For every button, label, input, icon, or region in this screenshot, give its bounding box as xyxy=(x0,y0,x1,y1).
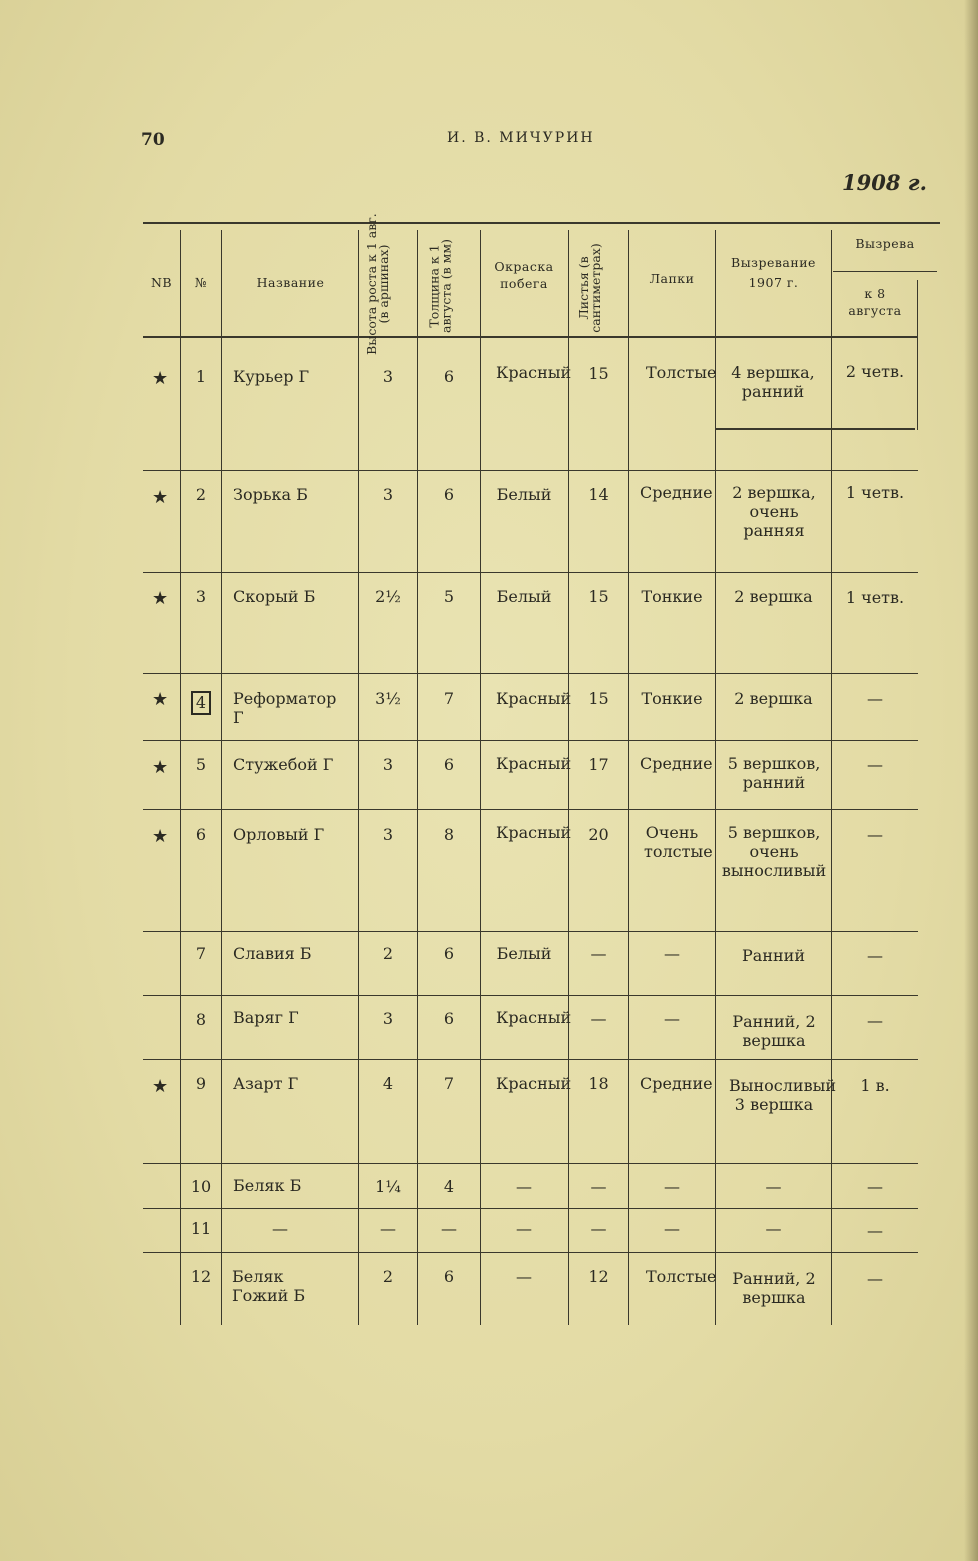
row-rule xyxy=(143,809,918,810)
cell-name: Скорый Б xyxy=(233,587,316,606)
row-rule xyxy=(715,428,915,430)
header-ripening-aug8: к 8 августа xyxy=(848,286,902,318)
cell-thickness: 7 xyxy=(443,1074,455,1093)
cell-height: 3 xyxy=(382,485,394,504)
cell-ripening-1907: 2 вершка, очень ранняя xyxy=(732,483,816,540)
cell-number: 2 xyxy=(195,485,207,504)
cell-number: 8 xyxy=(195,1010,207,1029)
cell-aug8: — xyxy=(867,1177,883,1196)
cell-name: Варяг Г xyxy=(233,1008,299,1027)
cell-color: — xyxy=(516,1219,532,1238)
cell-paws: Толстые xyxy=(646,363,717,382)
star-mark: ★ xyxy=(152,487,169,508)
cell-thickness: 6 xyxy=(443,944,455,963)
cell-thickness: 6 xyxy=(443,367,455,386)
cell-thickness: — xyxy=(441,1219,457,1238)
cell-color: Красный xyxy=(496,1008,572,1027)
header-paws: Лапки xyxy=(649,271,695,286)
cell-paws: — xyxy=(664,1009,680,1028)
cell-height: 3 xyxy=(382,367,394,386)
cell-paws: Тонкие xyxy=(641,689,703,708)
cell-ripening-1907: Ранний, 2 вершка xyxy=(732,1012,816,1050)
cell-number xyxy=(182,691,220,715)
cell-name: Орловый Г xyxy=(233,825,325,844)
cell-leaves: 14 xyxy=(588,485,609,504)
cell-height: 2 xyxy=(382,944,394,963)
header-ripening-1907-title: Вызревание xyxy=(731,255,816,270)
cell-aug8: — xyxy=(867,825,883,844)
cell-paws: Толстые xyxy=(646,1267,717,1286)
cell-height: 4 xyxy=(382,1074,394,1093)
year-label: 1908 г. xyxy=(842,170,927,195)
page-number: 70 xyxy=(141,130,165,150)
cell-number: 3 xyxy=(195,587,207,606)
cell-leaves: 20 xyxy=(588,825,609,844)
cell-paws: — xyxy=(664,1177,680,1196)
cell-paws: Тонкие xyxy=(641,587,703,606)
cell-color: Красный xyxy=(496,363,572,382)
cell-leaves: — xyxy=(590,1219,607,1238)
cell-aug8: 2 четв. xyxy=(845,362,905,381)
star-mark: ★ xyxy=(152,588,169,609)
cell-name: Зорька Б xyxy=(233,485,308,504)
cell-number: 12 xyxy=(190,1267,212,1286)
row-rule xyxy=(143,995,918,996)
col-rule xyxy=(831,230,832,1325)
col-rule xyxy=(568,230,569,1325)
boxed-number: 4 xyxy=(191,691,211,715)
row-rule xyxy=(143,470,918,471)
row-rule xyxy=(143,1059,918,1060)
star-mark: ★ xyxy=(152,1076,169,1097)
cell-number: 11 xyxy=(190,1219,212,1238)
cell-color: Белый xyxy=(496,485,552,504)
star-mark: ★ xyxy=(152,757,169,778)
row-rule xyxy=(143,673,918,674)
cell-number: 5 xyxy=(195,755,207,774)
cell-leaves: — xyxy=(590,1177,607,1196)
cell-color: Красный xyxy=(496,754,572,773)
cell-aug8: — xyxy=(867,755,883,774)
cell-thickness: 6 xyxy=(443,485,455,504)
cell-leaves: — xyxy=(590,944,607,963)
cell-paws: Очень толстые xyxy=(644,823,713,861)
col-rule xyxy=(917,280,918,430)
cell-name: Курьер Г xyxy=(233,367,310,386)
cell-ripening-1907: Ранний, 2 вершка xyxy=(732,1269,816,1307)
cell-height: 2½ xyxy=(375,587,401,606)
cell-thickness: 6 xyxy=(443,1267,455,1286)
cell-color: Красный xyxy=(496,1074,572,1093)
row-rule xyxy=(143,931,918,932)
cell-number: 7 xyxy=(195,944,207,963)
cell-name: Реформатор Г xyxy=(233,689,337,727)
cell-aug8: 1 в. xyxy=(860,1076,890,1095)
col-rule xyxy=(715,230,716,1325)
row-rule xyxy=(143,1208,918,1209)
cell-color: Красный xyxy=(496,823,572,842)
cell-leaves: 12 xyxy=(588,1267,609,1286)
header-color: Окраска побега xyxy=(494,259,554,291)
cell-paws: — xyxy=(664,944,680,963)
cell-ripening-1907: 5 вершков, очень выносливый xyxy=(721,823,827,880)
col-rule xyxy=(628,230,629,1325)
cell-aug8: — xyxy=(867,689,883,708)
table-top-rule xyxy=(143,222,940,224)
col-rule xyxy=(358,230,359,1325)
star-mark: ★ xyxy=(152,689,169,710)
header-thickness: Толщина к 1 августа (в мм) xyxy=(426,239,454,333)
cell-leaves: 18 xyxy=(588,1074,609,1093)
cell-leaves: 15 xyxy=(588,689,609,708)
star-mark: ★ xyxy=(152,826,169,847)
cell-color: — xyxy=(516,1267,532,1286)
cell-number: 9 xyxy=(195,1074,207,1093)
col-rule xyxy=(180,230,181,1325)
cell-name: Азарт Г xyxy=(233,1074,299,1093)
cell-ripening-1907: 4 вершка, ранний xyxy=(731,363,815,401)
col-rule xyxy=(417,230,418,1325)
cell-name: Стужебой Г xyxy=(233,755,334,774)
cell-ripening-1907: 2 вершка xyxy=(734,689,813,708)
cell-thickness: 4 xyxy=(443,1177,455,1196)
row-rule xyxy=(143,1252,918,1253)
cell-color: Красный xyxy=(496,689,572,708)
cell-thickness: 8 xyxy=(443,825,455,844)
cell-paws: Средние xyxy=(640,754,713,773)
cell-name: Беляк Гожий Б xyxy=(232,1267,306,1305)
cell-leaves: 15 xyxy=(588,364,609,383)
cell-aug8: — xyxy=(867,946,883,965)
cell-paws: Средние xyxy=(640,1074,713,1093)
cell-ripening-1907: — xyxy=(765,1177,782,1196)
cell-ripening-1907: Выносливый 3 вершка xyxy=(729,1076,836,1114)
header-ripening-top: Вызрева xyxy=(855,236,915,251)
row-rule xyxy=(143,740,918,741)
cell-color: Белый xyxy=(496,944,552,963)
cell-ripening-1907: Ранний xyxy=(742,946,805,965)
cell-name: Беляк Б xyxy=(233,1176,302,1195)
cell-aug8: — xyxy=(867,1269,883,1288)
cell-aug8: — xyxy=(867,1011,883,1030)
row-rule xyxy=(143,1163,918,1164)
cell-thickness: 7 xyxy=(443,689,455,708)
cell-number: 6 xyxy=(195,825,207,844)
cell-leaves: — xyxy=(590,1009,607,1028)
cell-thickness: 6 xyxy=(443,1009,455,1028)
cell-paws: — xyxy=(664,1219,680,1238)
cell-ripening-1907: — xyxy=(765,1219,782,1238)
cell-leaves: 15 xyxy=(588,587,609,606)
col-rule xyxy=(480,230,481,1325)
col-rule xyxy=(221,230,222,1325)
cell-height: 3 xyxy=(382,755,394,774)
cell-number: 10 xyxy=(190,1177,212,1196)
cell-leaves: 17 xyxy=(588,755,609,774)
cell-name: — xyxy=(272,1219,288,1238)
cell-ripening-1907: 5 вершков, ранний xyxy=(727,754,821,792)
running-head: И. В. МИЧУРИН xyxy=(447,130,595,146)
header-ripening-1907-year: 1907 г. xyxy=(748,275,799,290)
cell-aug8: 1 четв. xyxy=(845,588,905,607)
cell-name: Славия Б xyxy=(233,944,312,963)
cell-height: 1¼ xyxy=(375,1177,401,1196)
row-rule xyxy=(143,572,918,573)
cell-height: 2 xyxy=(382,1267,394,1286)
header-leaves: Листья (в сантиметрах) xyxy=(576,243,603,333)
cell-number: 1 xyxy=(195,367,207,386)
star-mark: ★ xyxy=(152,368,169,389)
header-height: Высота роста к 1 авг. (в аршинах) xyxy=(364,213,391,355)
cell-height: 3 xyxy=(382,825,394,844)
cell-height: 3½ xyxy=(375,689,401,708)
cell-paws: Средние xyxy=(640,483,713,502)
cell-aug8: — xyxy=(867,1221,883,1240)
header-number: № xyxy=(194,275,208,290)
cell-thickness: 5 xyxy=(443,587,455,606)
cell-thickness: 6 xyxy=(443,755,455,774)
header-bottom-rule xyxy=(143,336,918,338)
cell-height: — xyxy=(380,1219,396,1238)
cell-height: 3 xyxy=(382,1009,394,1028)
header-name: Название xyxy=(256,275,325,290)
cell-aug8: 1 четв. xyxy=(845,483,905,502)
header-nb: NB xyxy=(150,275,173,290)
header-split-rule xyxy=(833,271,937,272)
cell-ripening-1907: 2 вершка xyxy=(734,587,813,606)
cell-color: Белый xyxy=(496,587,552,606)
cell-color: — xyxy=(516,1177,532,1196)
